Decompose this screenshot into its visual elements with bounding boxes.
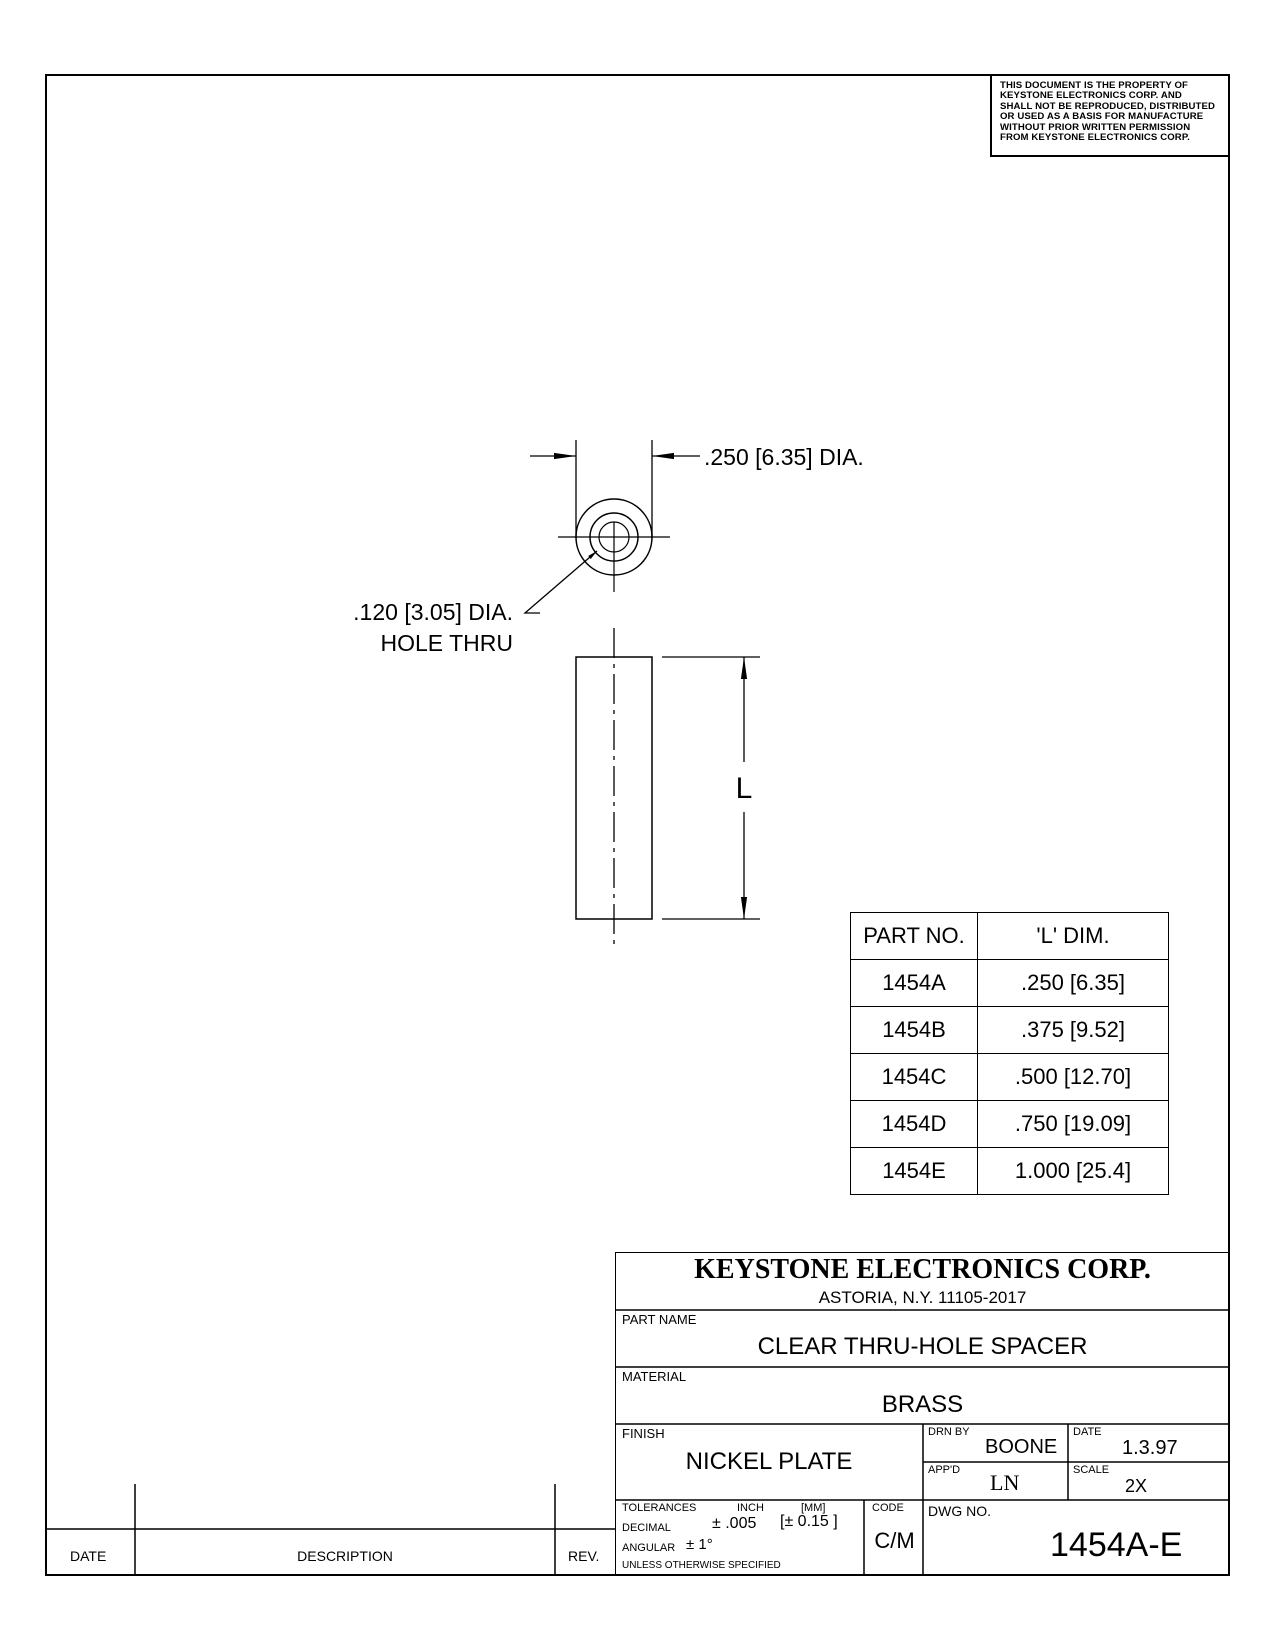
decimal-label: DECIMAL — [622, 1522, 671, 1534]
notice-line: KEYSTONE ELECTRONICS CORP. AND — [1000, 90, 1182, 102]
l-dim-cell: .500 [12.70] — [978, 1054, 1169, 1101]
scale-label: SCALE — [1073, 1464, 1110, 1476]
scale-value: 2X — [1125, 1476, 1148, 1496]
date-value: 1.3.97 — [1122, 1437, 1178, 1459]
part-no-cell: 1454C — [851, 1054, 978, 1101]
l-dim-cell: .750 [19.09] — [978, 1101, 1169, 1148]
l-dim-cell: .375 [9.52] — [978, 1007, 1169, 1054]
angular-label: ANGULAR — [622, 1542, 676, 1554]
header-l-dim: 'L' DIM. — [978, 913, 1169, 960]
hole-leader — [525, 551, 597, 613]
revision-description-label: DESCRIPTION — [297, 1548, 393, 1564]
parts-table — [850, 912, 1169, 1195]
finish-label: FINISH — [622, 1426, 665, 1441]
length-label: L — [735, 772, 753, 805]
code-label: CODE — [872, 1502, 904, 1514]
notice-line: SHALL NOT BE REPRODUCED, DISTRIBUTED — [1000, 100, 1216, 112]
mm-label: [MM] — [801, 1502, 826, 1514]
inch-label: INCH — [737, 1502, 764, 1514]
unless-label: UNLESS OTHERWISE SPECIFIED — [622, 1560, 781, 1571]
part-no-cell: 1454A — [851, 960, 978, 1007]
outer-diameter-label: .250 [6.35] DIA. — [704, 444, 864, 470]
angular-value: ± 1° — [686, 1536, 713, 1553]
appd-value: LN — [990, 1470, 1020, 1495]
table-row — [851, 1101, 1169, 1148]
decimal-mm-value: [± 0.15 ] — [780, 1513, 838, 1530]
part-no-cell: 1454E — [851, 1148, 978, 1195]
dwg-no-value: 1454A-E — [1050, 1526, 1183, 1564]
tolerances-label: TOLERANCES — [622, 1502, 697, 1514]
hole-thru-label: HOLE THRU — [380, 630, 513, 656]
material-label: MATERIAL — [622, 1369, 687, 1384]
l-dim-cell: .250 [6.35] — [978, 960, 1169, 1007]
finish-value: NICKEL PLATE — [685, 1448, 853, 1475]
table-row — [851, 1007, 1169, 1054]
hole-diameter-label: .120 [3.05] DIA. — [353, 599, 513, 625]
company-name: KEYSTONE ELECTRONICS CORP. — [694, 1254, 1151, 1285]
table-row — [851, 960, 1169, 1007]
header-part-no: PART NO. — [851, 913, 978, 960]
l-dim-cell: 1.000 [25.4] — [978, 1148, 1169, 1195]
revision-rev-label: REV. — [568, 1548, 600, 1564]
part-no-cell: 1454D — [851, 1101, 978, 1148]
decimal-inch-value: ± .005 — [712, 1515, 757, 1532]
drn-by-value: BOONE — [985, 1436, 1058, 1458]
notice-line: THIS DOCUMENT IS THE PROPERTY OF — [1000, 80, 1188, 91]
dwg-no-label: DWG NO. — [928, 1503, 991, 1519]
part-name-value: CLEAR THRU-HOLE SPACER — [757, 1333, 1088, 1360]
table-header-row — [851, 913, 1169, 960]
table-row — [851, 1148, 1169, 1195]
company-address: ASTORIA, N.Y. 11105-2017 — [818, 1288, 1027, 1307]
notice-line: FROM KEYSTONE ELECTRONICS CORP. — [1000, 132, 1190, 144]
appd-label: APP'D — [928, 1464, 961, 1476]
part-name-label: PART NAME — [622, 1312, 697, 1327]
code-value: C/M — [874, 1528, 915, 1553]
notice-line: WITHOUT PRIOR WRITTEN PERMISSION — [1000, 121, 1191, 133]
notice-line: OR USED AS A BASIS FOR MANUFACTURE — [1000, 111, 1204, 123]
material-value: BRASS — [881, 1391, 964, 1418]
part-no-cell: 1454B — [851, 1007, 978, 1054]
revision-date-label: DATE — [70, 1548, 107, 1564]
table-row — [851, 1054, 1169, 1101]
date-label: DATE — [1073, 1426, 1102, 1438]
drn-by-label: DRN BY — [928, 1426, 970, 1438]
